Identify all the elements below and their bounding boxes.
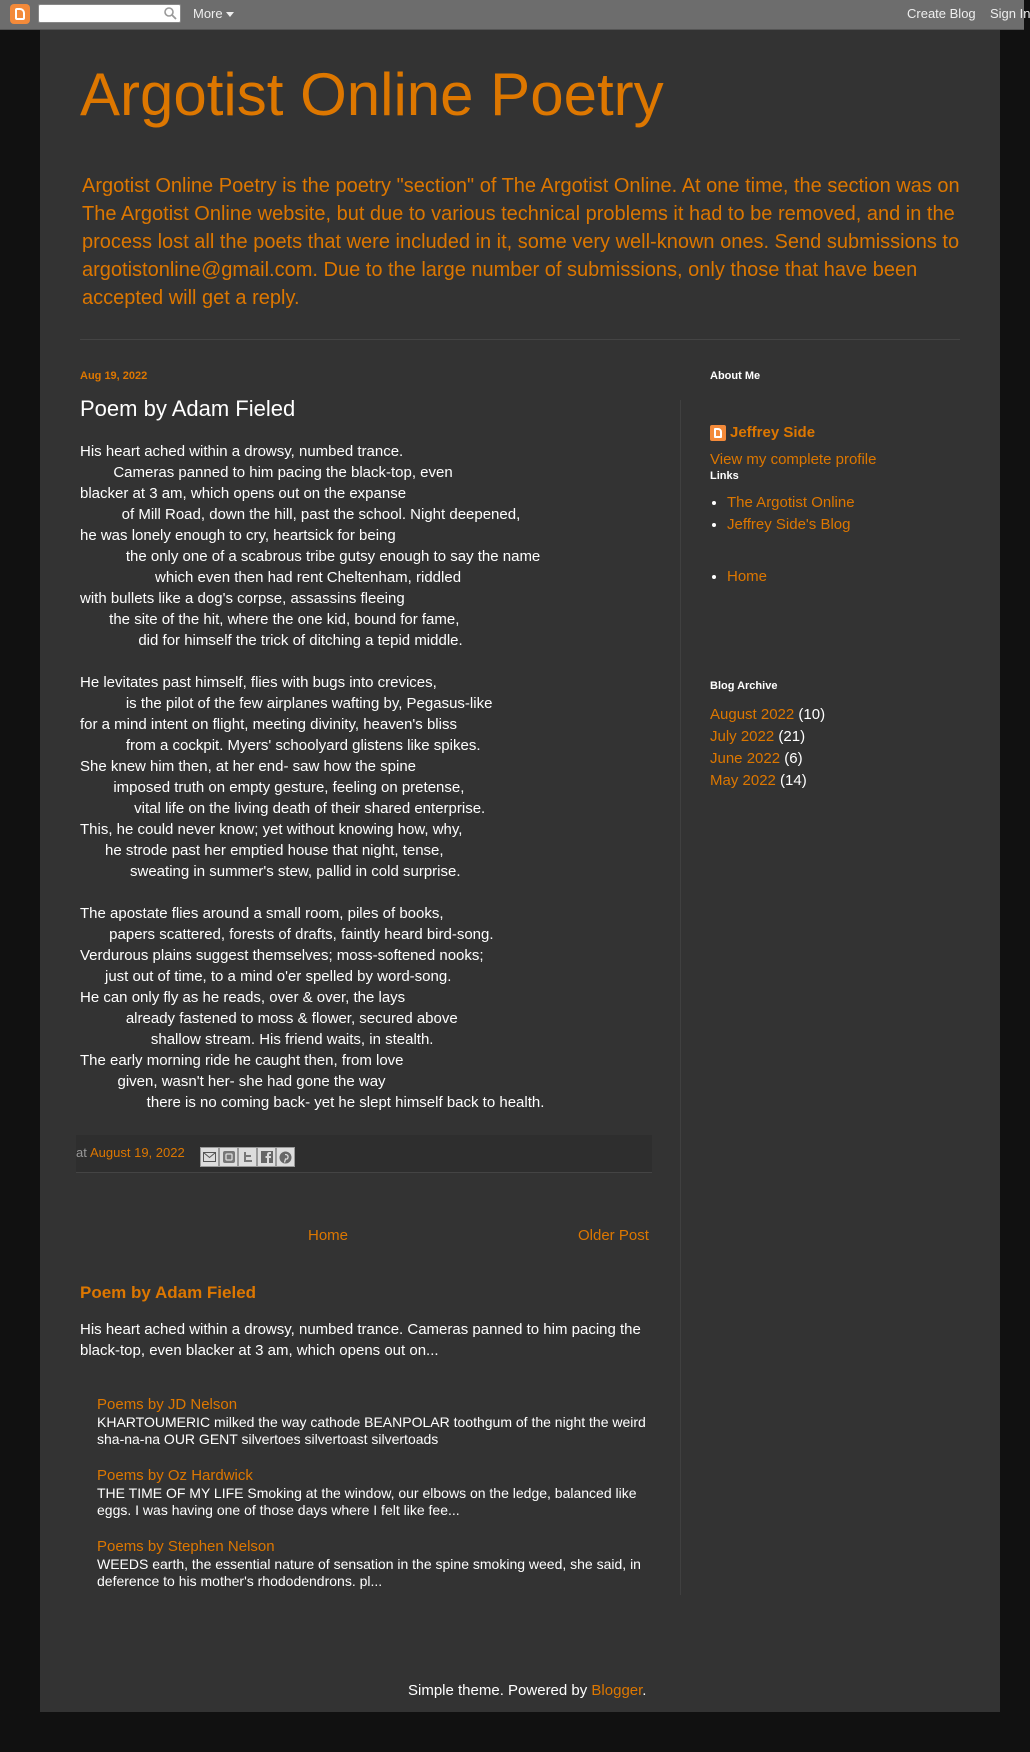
blogthis-icon[interactable] xyxy=(219,1147,238,1167)
more-menu-button[interactable] xyxy=(193,6,234,21)
poem-line: He can only fly as he reads, over & over, the lays xyxy=(80,989,406,1006)
attribution-prefix: Simple theme. Powered by xyxy=(408,1682,592,1699)
poem-line: Cameras panned to him pacing the black-top, even xyxy=(80,464,453,481)
sign-in-link[interactable]: Sign In xyxy=(990,6,1030,21)
poem-line: just out of time, to a mind o'er spelled by word-song. xyxy=(80,968,452,985)
archive-count: (6) xyxy=(784,750,803,767)
poem-line: given, wasn't her- she had gone the way xyxy=(80,1073,386,1090)
poem-line: blacker at 3 am, which opens out on the expanse xyxy=(80,485,407,502)
poem-line: His heart ached within a drowsy, numbed trance. xyxy=(80,443,404,460)
archive-month-link[interactable]: June 2022 xyxy=(710,750,781,767)
view-profile-link[interactable]: View my complete profile xyxy=(710,451,877,468)
archive-month-link[interactable]: August 2022 xyxy=(710,706,795,723)
pages-list xyxy=(727,566,767,588)
popular-post-snippet: THE TIME OF MY LIFE Smoking at the window, our elbows on the ledge, balanced like eggs. I was having one of those days where I felt like fee... xyxy=(97,1485,637,1518)
poem-line: shallow stream. His friend waits, in stealth. xyxy=(80,1031,434,1048)
post-date-header: Aug 19, 2022 xyxy=(80,370,148,382)
links-list-item xyxy=(727,514,855,536)
column-divider xyxy=(680,400,681,1595)
page-home-link[interactable]: Home xyxy=(727,568,768,585)
poem-line: vital life on the living death of their shared enterprise. xyxy=(80,800,486,817)
popular-posts xyxy=(97,1395,657,1608)
popular-post-item xyxy=(97,1466,657,1519)
chevron-down-icon xyxy=(226,12,234,17)
stanza-gap xyxy=(80,882,620,903)
older-post-link[interactable]: Older Post xyxy=(578,1227,649,1244)
poem-line: the site of the hit, where the one kid, bound for fame, xyxy=(80,611,460,628)
content-outer xyxy=(40,30,1000,1712)
attribution-suffix: . xyxy=(642,1682,647,1699)
post-title: Poem by Adam Fieled xyxy=(80,396,296,421)
archive-month-link[interactable]: May 2022 xyxy=(710,772,776,789)
blog-archive-list xyxy=(710,704,825,792)
create-blog-link[interactable]: Create Blog xyxy=(907,6,976,21)
poem-line: sweating in summer's stew, pallid in cold surprise. xyxy=(80,863,461,880)
blog-archive-heading: Blog Archive xyxy=(710,680,778,692)
popular-post-title[interactable]: Poems by Stephen Nelson xyxy=(97,1538,275,1555)
link-jeffrey-side-blog[interactable]: Jeffrey Side's Blog xyxy=(727,516,851,533)
popular-post-title[interactable]: Poems by Oz Hardwick xyxy=(97,1467,253,1484)
poem-line: he strode past her emptied house that night, tense, xyxy=(80,842,444,859)
poem-line: imposed truth on empty gesture, feeling on pretense, xyxy=(80,779,465,796)
poem-line: The early morning ride he caught then, from love xyxy=(80,1052,404,1069)
links-heading: Links xyxy=(710,470,739,482)
about-me-heading: About Me xyxy=(710,370,761,382)
poem-line: there is no coming back- yet he slept himself back to health. xyxy=(80,1094,545,1111)
archive-item xyxy=(710,704,825,726)
poem-line: did for himself the trick of ditching a tepid middle. xyxy=(80,632,463,649)
poem-stanza xyxy=(80,903,620,1113)
stanza-gap xyxy=(80,651,620,672)
archive-count: (10) xyxy=(798,706,826,723)
poem-line: He levitates past himself, flies with bugs into crevices, xyxy=(80,674,437,691)
attribution xyxy=(408,1682,646,1699)
blog-title[interactable]: Argotist Online Poetry xyxy=(80,61,664,128)
archive-item xyxy=(710,748,825,770)
poem-line: the only one of a scabrous tribe gutsy enough to say the name xyxy=(80,548,541,565)
poem-line: She knew him then, at her end- saw how the spine xyxy=(80,758,417,775)
popular-post-snippet: WEEDS earth, the essential nature of sensation in the spine smoking weed, she said, in deference to his mother's rhododendrons. pl... xyxy=(97,1556,641,1589)
post-body xyxy=(80,441,620,1113)
post-footer xyxy=(76,1135,652,1173)
poem-line: is the pilot of the few airplanes wafting by, Pegasus-like xyxy=(80,695,493,712)
blogger-profile-icon xyxy=(710,425,726,441)
blog-description: Argotist Online Poetry is the poetry "section" of The Argotist Online. At one time, the section was on The Argotist Online website, but due to various technical problems it had to be removed, and in the process lost all the poets that were included in it, some very well-known ones. Send submissions to argotistonline@gmail.com. Due to the large number of submissions, only those that have been accepted will get a reply. xyxy=(82,175,960,309)
featured-post-snippet: His heart ached within a drowsy, numbed trance. Cameras panned to him pacing the black-top, even blacker at 3 am, which opens out on... xyxy=(80,1321,641,1359)
popular-post-snippet: KHARTOUMERIC milked the way cathode BEANPOLAR toothgum of the night the weird sha-na-na OUR GENT silvertoes silvertoast silvertoads xyxy=(97,1414,646,1447)
search-icon[interactable] xyxy=(164,7,177,20)
featured-post-title[interactable]: Poem by Adam Fieled xyxy=(80,1283,257,1302)
blogger-link[interactable]: Blogger xyxy=(591,1682,643,1699)
pages-list-item xyxy=(727,566,767,588)
twitter-icon[interactable] xyxy=(238,1147,257,1167)
more-label: More xyxy=(193,6,223,21)
archive-item xyxy=(710,770,825,792)
blogger-logo-icon[interactable] xyxy=(10,4,30,24)
poem-line: with bullets like a dog's corpse, assassins fleeing xyxy=(80,590,405,607)
archive-month-link[interactable]: July 2022 xyxy=(710,728,775,745)
archive-item xyxy=(710,726,825,748)
poem-line: he was lonely enough to cry, heartsick for being xyxy=(80,527,396,544)
poem-line: Verdurous plains suggest themselves; moss-softened nooks; xyxy=(80,947,484,964)
profile-name-link[interactable]: Jeffrey Side xyxy=(730,424,816,441)
pager-home-link[interactable]: Home xyxy=(308,1227,349,1244)
link-argotist-online[interactable]: The Argotist Online xyxy=(727,494,855,511)
search-input[interactable] xyxy=(38,4,181,23)
poem-line: This, he could never know; yet without knowing how, why, xyxy=(80,821,463,838)
header-divider xyxy=(80,339,960,340)
poem-line: of Mill Road, down the hill, past the school. Night deepened, xyxy=(80,506,521,523)
blogger-navbar xyxy=(0,0,1030,30)
poem-line: papers scattered, forests of drafts, faintly heard bird-song. xyxy=(80,926,494,943)
poem-line: which even then had rent Cheltenham, riddled xyxy=(80,569,462,586)
facebook-icon[interactable] xyxy=(257,1147,276,1167)
share-buttons xyxy=(200,1147,295,1167)
popular-post-item xyxy=(97,1395,657,1448)
links-list-item xyxy=(727,492,855,514)
popular-post-title[interactable]: Poems by JD Nelson xyxy=(97,1396,238,1413)
email-icon[interactable] xyxy=(200,1147,219,1167)
poem-stanza xyxy=(80,672,620,882)
poem-line: from a cockpit. Myers' schoolyard glistens like spikes. xyxy=(80,737,481,754)
poem-line: The apostate flies around a small room, piles of books, xyxy=(80,905,444,922)
poem-line: already fastened to moss & flower, secured above xyxy=(80,1010,458,1027)
popular-post-item xyxy=(97,1537,657,1590)
links-list xyxy=(727,492,855,536)
archive-count: (14) xyxy=(780,772,807,789)
poem-line: for a mind intent on flight, meeting divinity, heaven's bliss xyxy=(80,716,457,733)
post-timestamp-link[interactable]: August 19, 2022 xyxy=(90,1145,185,1160)
archive-count: (21) xyxy=(778,728,806,745)
pinterest-icon[interactable] xyxy=(276,1147,295,1167)
poem-stanza xyxy=(80,441,620,651)
post-footer-at: at xyxy=(76,1145,87,1160)
